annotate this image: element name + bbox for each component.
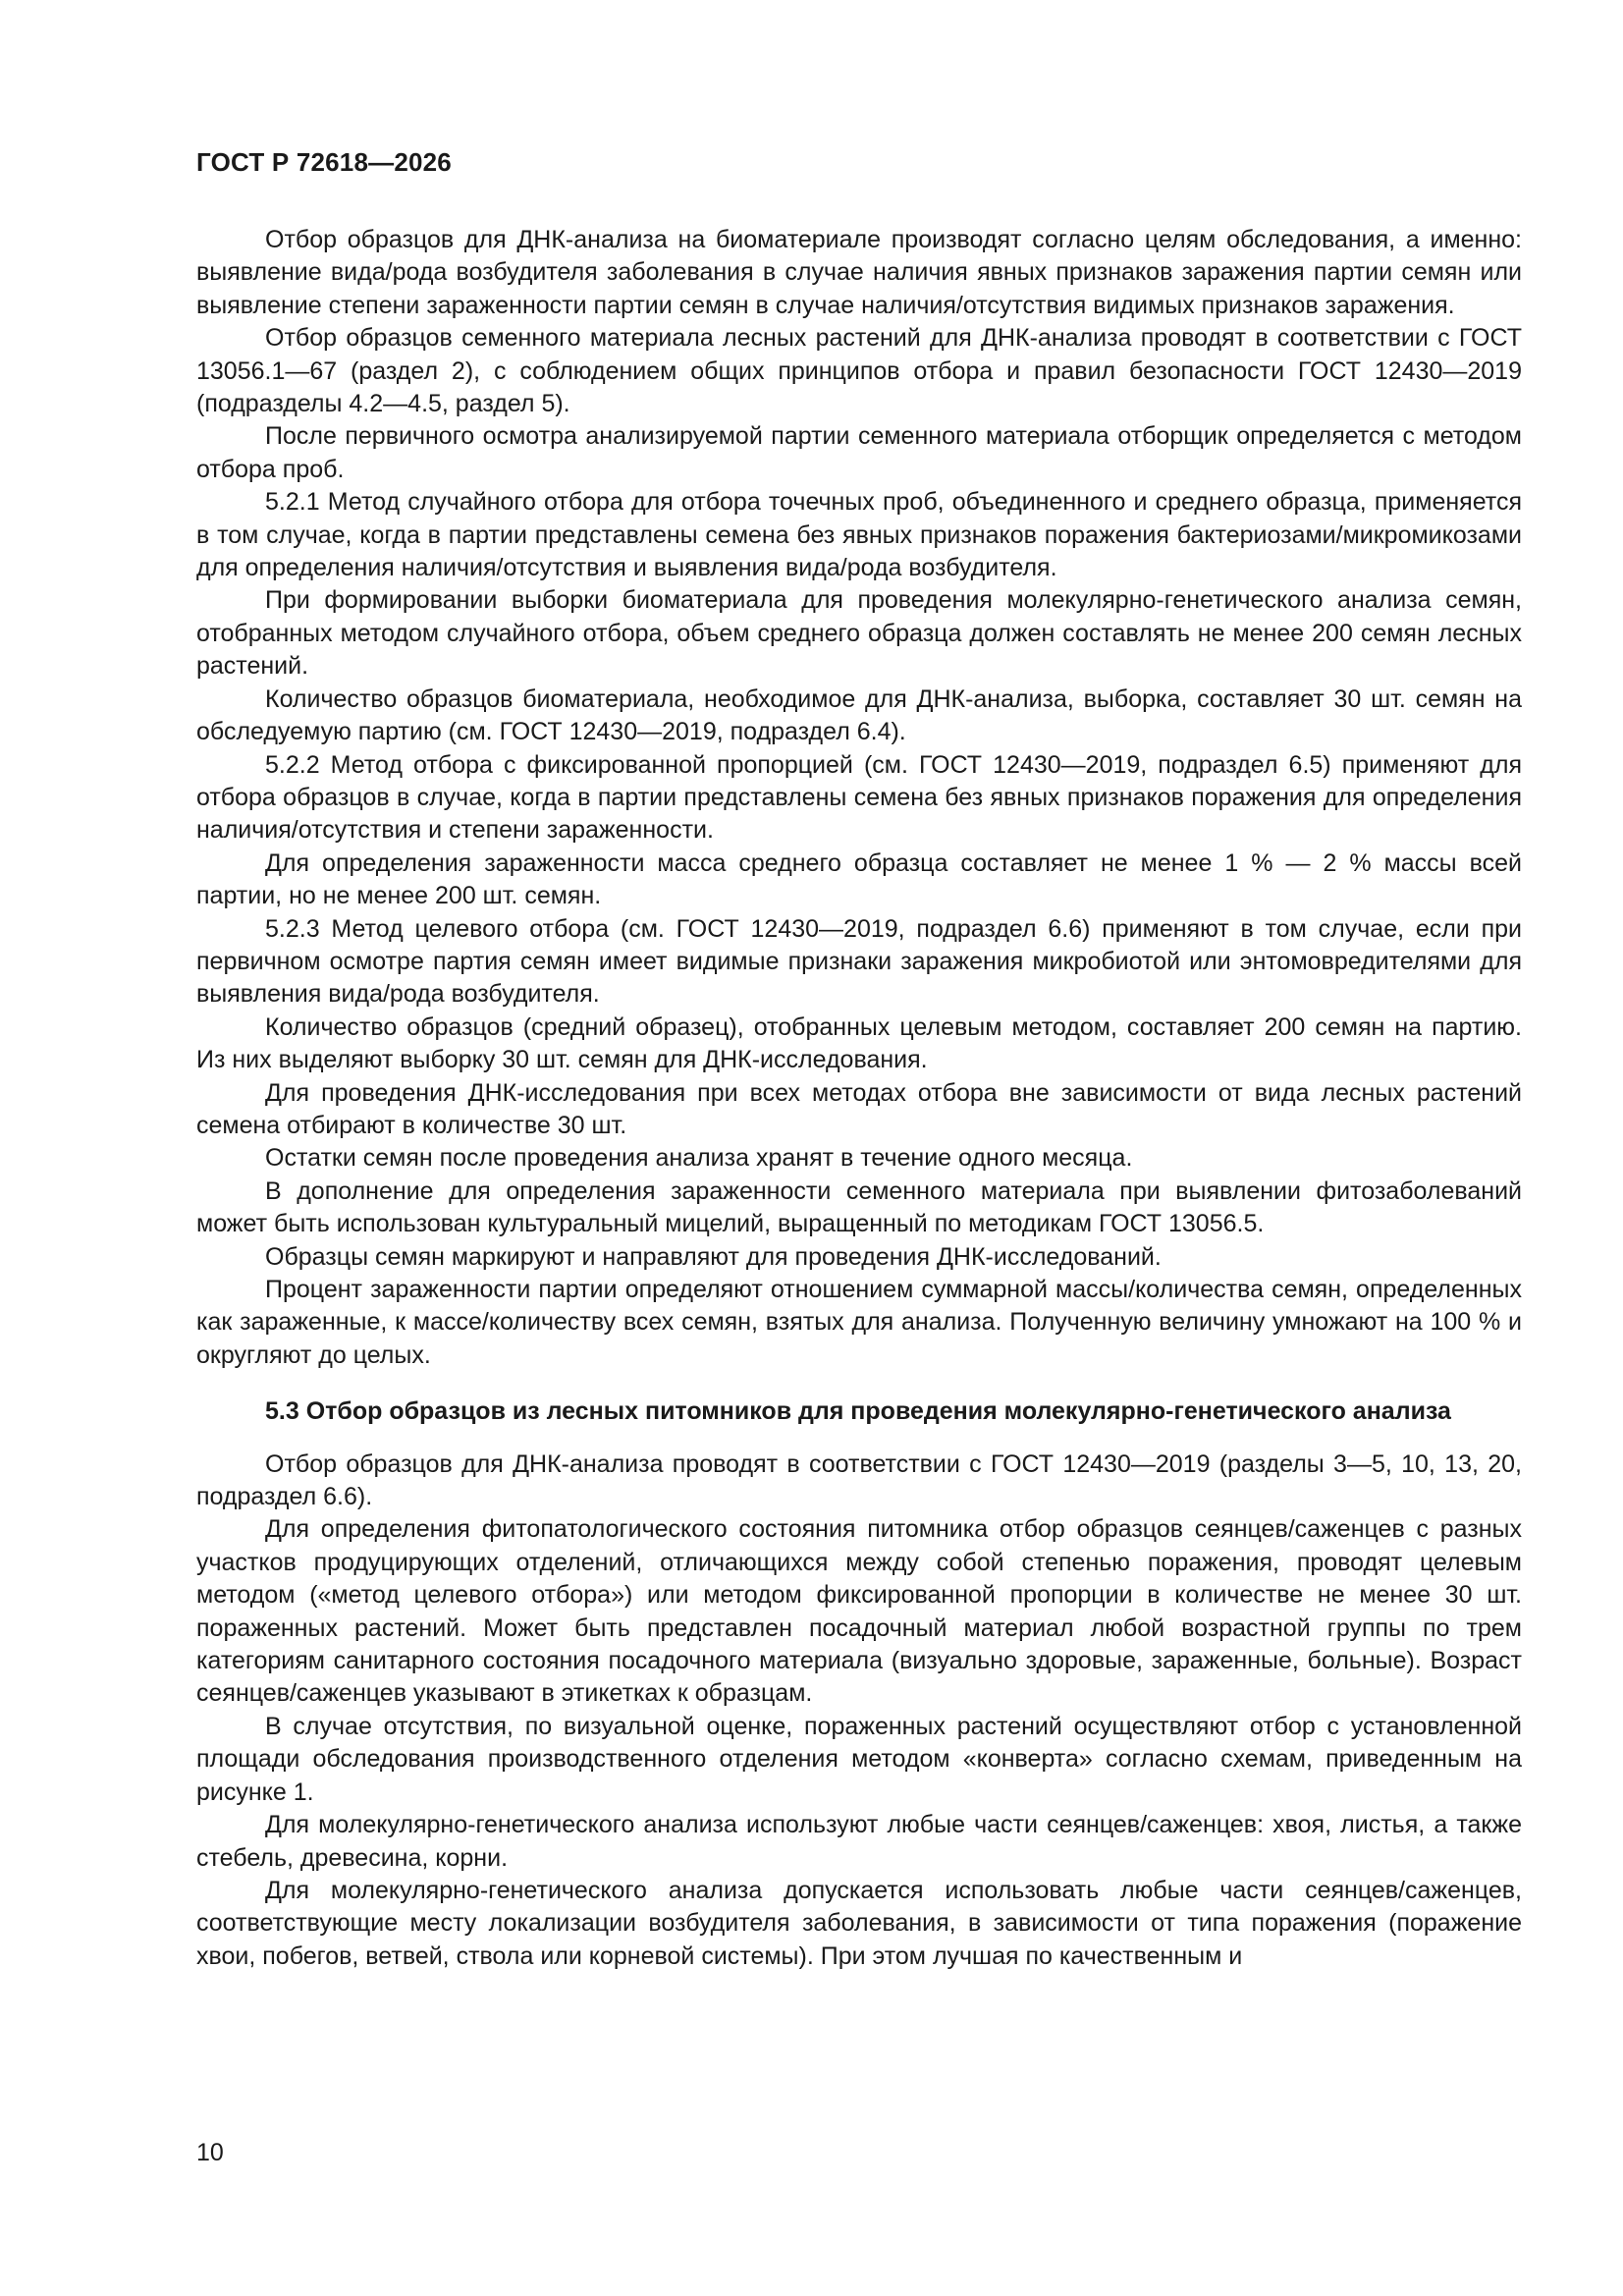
section-heading-5-3: 5.3 Отбор образцов из лесных питомников для проведения молекулярно-генетического анализа (265, 1397, 1451, 1426)
paragraph: В случае отсутствия, по визуальной оценке, пораженных растений осуществляют отбор с установленной площади обследования производственного отделения методом «конверта» согласно схемам, приведенным на рисунке 1. (196, 1712, 1522, 1806)
paragraph: Образцы семян маркируют и направляют для проведения ДНК-исследований. (265, 1242, 1162, 1271)
clause-5-2-3: 5.2.3 Метод целевого отбора (см. ГОСТ 12430—2019, подраздел 6.6) применяют в том случае, если при первичном осмотре партия семян имеет видимые признаки заражения микробиотой или энтомовредителями для выявления вида/рода возбудителя. (196, 914, 1522, 1009)
paragraph: Остатки семян после проведения анализа хранят в течение одного месяца. (265, 1144, 1133, 1173)
paragraph: Для проведения ДНК-исследования при всех методах отбора вне зависимости от вида лесных растений семена отбирают в количестве 30 шт. (196, 1078, 1522, 1139)
paragraph: Количество образцов (средний образец), отобранных целевым методом, составляет 200 семян на партию. Из них выделяют выборку 30 шт. семян для ДНК-исследования. (196, 1012, 1522, 1074)
paragraph: При формировании выборки биоматериала для проведения молекулярно-генетического анализа семян, отобранных методом случайного отбора, объем среднего образца должен составлять не менее 200 семян лесных растений. (196, 586, 1522, 681)
paragraph: Отбор образцов семенного материала лесных растений для ДНК-анализа проводят в соответствии с ГОСТ 13056.1—67 (раздел 2), с соблюдением общих принципов отбора и правил безопасности ГОСТ 12430—2019 (подразделы 4.2—4.5, раздел 5). (196, 324, 1522, 418)
paragraph: Количество образцов биоматериала, необходимое для ДНК-анализа, выборка, составляет 30 шт. семян на обследуемую партию (см. ГОСТ 12430—2019, подраздел 6.4). (196, 684, 1522, 746)
paragraph: Для определения фитопатологического состояния питомника отбор образцов сеянцев/саженцев с разных участков продуцирующих отделений, отличающихся между собой степенью поражения, проводят целевым методом («метод целевого отбора») или методом фиксированной пропорции в количестве не менее 30 шт. пораженных растений. Может быть представлен посадочный материал любой возрастной группы по трем категориям санитарного состояния посадочного материала (визуально здоровые, зараженные, больные). Возраст сеянцев/саженцев указывают в этикетках к образцам. (196, 1515, 1522, 1708)
document-body (196, 224, 1522, 1973)
clause-5-2-1: 5.2.1 Метод случайного отбора для отбора точечных проб, объединенного и среднего образца, применяется в том случае, когда в партии представлены семена без явных признаков поражения бактериозами/микромикозами для определения наличия/отсутствия и выявления вида/рода возбудителя. (196, 488, 1522, 582)
paragraph: Для молекулярно-генетического анализа допускается использовать любые части сеянцев/саженцев, соответствующие месту локализации возбудителя заболевания, в зависимости от типа поражения (поражение хвои, побегов, ветвей, ствола или корневой системы). При этом лучшая по качественным и (196, 1876, 1522, 1970)
paragraph: Для молекулярно-генетического анализа используют любые части сеянцев/саженцев: хвоя, листья, а также стебель, древесина, корни. (196, 1811, 1522, 1872)
paragraph: Для определения зараженности масса среднего образца составляет не менее 1 % — 2 % массы всей партии, но не менее 200 шт. семян. (196, 848, 1522, 910)
paragraph: После первичного осмотра анализируемой партии семенного материала отборщик определяется с методом отбора проб. (196, 422, 1522, 483)
paragraph: Отбор образцов для ДНК-анализа проводят в соответствии с ГОСТ 12430—2019 (разделы 3—5, 10, 13, 20, подраздел 6.6). (196, 1449, 1522, 1511)
page-number: 10 (196, 2139, 224, 2166)
paragraph: В дополнение для определения зараженности семенного материала при выявлении фитозаболеваний может быть использован культуральный мицелий, выращенный по методикам ГОСТ 13056.5. (196, 1176, 1522, 1238)
clause-5-2-2: 5.2.2 Метод отбора с фиксированной пропорцией (см. ГОСТ 12430—2019, подраздел 6.5) применяют для отбора образцов в случае, когда в партии представлены семена без явных признаков поражения для определения наличия/отсутствия и степени зараженности. (196, 750, 1522, 845)
document-header: ГОСТ Р 72618—2026 (196, 147, 452, 177)
paragraph: Отбор образцов для ДНК-анализа на биоматериале производят согласно целям обследования, а именно: выявление вида/рода возбудителя заболевания в случае наличия явных признаков заражения партии семян или выявление степени зараженности партии семян в случае наличия/отсутствия видимых признаков заражения. (196, 226, 1522, 319)
paragraph: Процент зараженности партии определяют отношением суммарной массы/количества семян, определенных как зараженные, к массе/количеству всех семян, взятых для анализа. Полученную величину умножают на 100 % и округляют до целых. (196, 1276, 1522, 1369)
